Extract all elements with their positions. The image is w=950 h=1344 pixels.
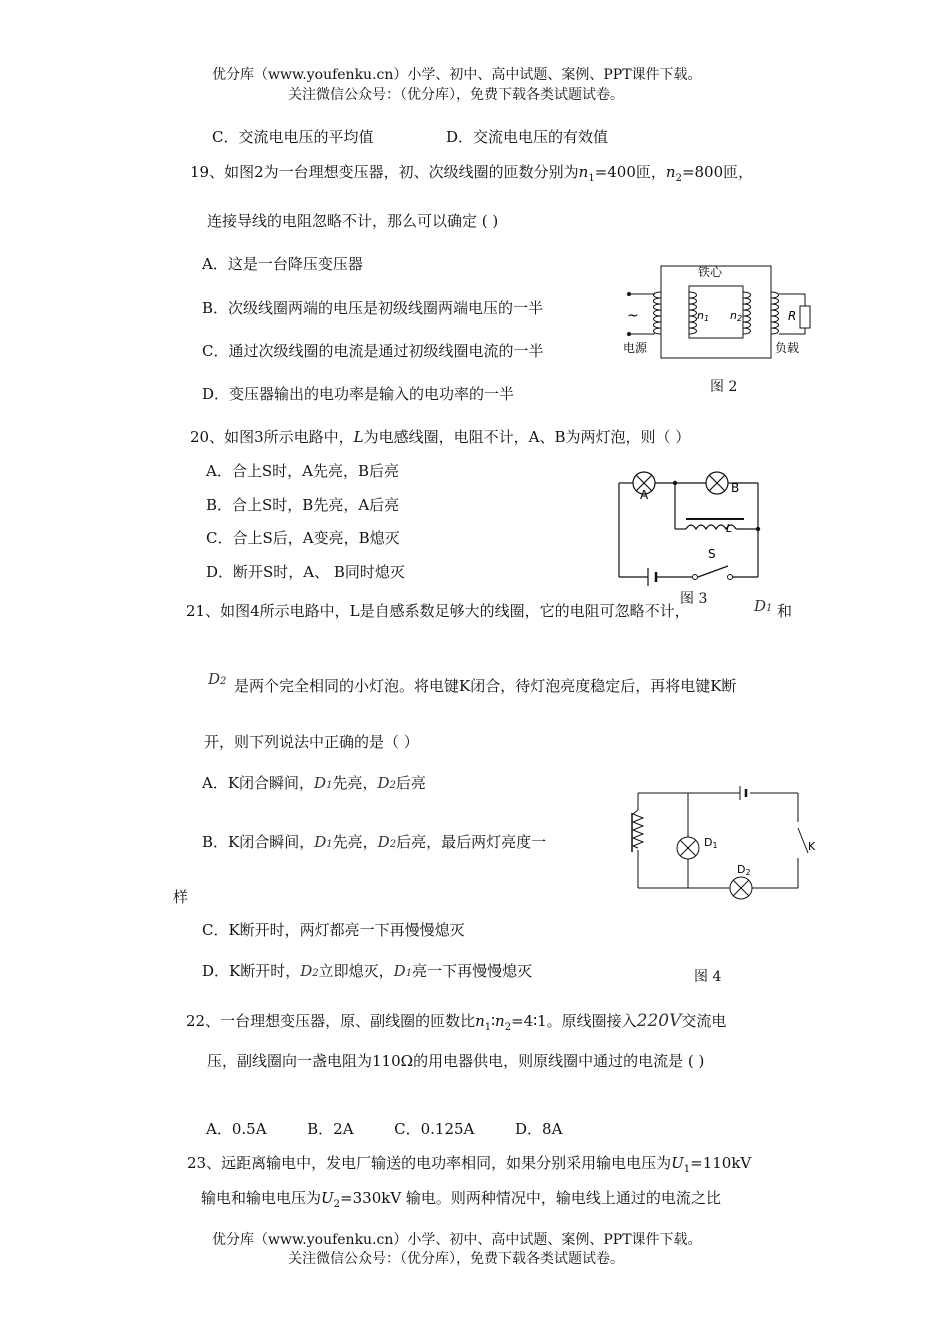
q19-option-d: D．变压器输出的电功率是输入的电功率的一半 — [202, 385, 515, 403]
source-label: 电源 — [623, 341, 648, 355]
switch-blade — [698, 566, 728, 577]
load-resistor — [800, 306, 810, 328]
q20-option-b: B．合上S时，B先亮，A后亮 — [206, 496, 400, 514]
lamp-a-label: A — [640, 488, 649, 502]
q19-stem-line-1: 19、如图2为一台理想变压器，初、次级线圈的匝数分别为$n_1=400$匝，$n_2=800$匝， — [190, 163, 754, 184]
figure-3-caption: 图 3 — [680, 591, 708, 607]
q18-option-d: D．交流电电压的有效值 — [446, 128, 609, 146]
q21-and: 和 — [777, 602, 793, 620]
key-blade — [798, 828, 808, 853]
primary-coil-front — [689, 292, 697, 334]
q22-options: A．0.5A B．2A C．0.125A D．8A — [206, 1120, 563, 1138]
q22-stem-line-2: 压，副线圈向一盏电阻为110Ω的用电器供电，则原线圈中通过的电流是 ( ) — [207, 1052, 705, 1070]
ac-symbol: ~ — [627, 308, 639, 324]
inductor-circuit-figure — [610, 462, 775, 587]
n2-label: n2 — [730, 309, 743, 323]
q23-stem-line-1: 23、远距离输电中，发电厂输送的电功率相同，如果分别采用输电电压为$U_1=110kV$ — [187, 1154, 752, 1175]
figure-2-caption: 图 2 — [710, 379, 738, 395]
q21-option-d: D．K断开时，D2立即熄灭，D1亮一下再慢慢熄灭 — [202, 962, 533, 980]
switch-label: S — [708, 547, 716, 561]
d2-label: D2 — [737, 863, 751, 877]
q20-stem: 20、如图3所示电路中，L为电感线圈，电阻不计，A、B为两灯泡，则（ ） — [190, 428, 691, 446]
q20-option-a: A．合上S时，A先亮，B后亮 — [206, 462, 399, 480]
q19-option-a: A．这是一台降压变压器 — [202, 255, 363, 273]
q19-option-c: C．通过次级线圈的电流是通过初级线圈电流的一半 — [202, 342, 544, 360]
self-inductance-circuit-figure — [622, 780, 822, 910]
n1-label: n1 — [697, 309, 710, 323]
secondary-coil-front — [743, 292, 751, 334]
q19-option-b: B．次级线圈两端的电压是初级线圈两端电压的一半 — [202, 299, 544, 317]
iron-core-outer — [661, 266, 771, 358]
footer-line-1: 优分库（www.youfenku.cn）小学、初中、高中试题、案例、PPT课件下载。 — [212, 1232, 702, 1248]
q19-stem-line-2: 连接导线的电阻忽略不计，那么可以确定 ( ) — [207, 212, 499, 230]
lamp-b-label: B — [731, 481, 740, 495]
q23-stem-line-2: 输电和输电电压为$U_2=330kV$ 输电。则两种情况中，输电线上通过的电流之比 — [201, 1189, 721, 1210]
q21-option-c: C．K断开时，两灯都亮一下再慢慢熄灭 — [202, 921, 465, 939]
d1-label: D1 — [704, 836, 718, 850]
q20-option-d: D．断开S时，A、 B同时熄灭 — [206, 563, 405, 581]
footer-line-2: 关注微信公众号：（优分库），免费下载各类试题试卷。 — [288, 1251, 624, 1267]
transformer-figure — [615, 260, 820, 365]
q22-stem-line-1: 22、一台理想变压器，原、副线圈的匝数比$n_1∶n_2=4∶1$。原线圈接入220V交流电 — [186, 1011, 727, 1033]
secondary-coil-back — [771, 292, 779, 334]
q18-option-c: C．交流电电压的平均值 — [212, 128, 374, 146]
q20-option-c: C．合上S后，A变亮，B熄灭 — [206, 529, 400, 547]
header-line-2: 关注微信公众号：（优分库），免费下载各类试题试卷。 — [288, 87, 624, 103]
resistor-label: R — [788, 309, 797, 323]
q21-option-a: A．K闭合瞬间，D1先亮，D2后亮 — [202, 774, 426, 792]
load-label: 负载 — [775, 341, 800, 355]
q21-stem-line-1: 21、如图4所示电路中，L是自感系数足够大的线圈，它的电阻可忽略不计， — [186, 602, 690, 620]
primary-coil-back — [654, 292, 662, 334]
q21-d2-symbol: D2 — [208, 670, 227, 688]
key-label: K — [808, 840, 816, 853]
core-label: 铁心 — [697, 265, 723, 279]
q21-option-b-wrap: 样 — [173, 888, 189, 906]
q21-stem-line-3: 开，则下列说法中正确的是（ ） — [204, 733, 419, 751]
q21-option-b: B．K闭合瞬间，D1先亮，D2后亮，最后两灯亮度一 — [202, 833, 547, 851]
header-line-1: 优分库（www.youfenku.cn）小学、初中、高中试题、案例、PPT课件下载。 — [212, 67, 702, 83]
inductor-label: L — [726, 522, 733, 535]
inductor-coil — [633, 810, 643, 848]
figure-4-caption: 图 4 — [694, 969, 722, 985]
q21-stem-line-2: 是两个完全相同的小灯泡。将电键K闭合，待灯泡亮度稳定后，再将电键K断 — [234, 677, 737, 695]
q21-d1-symbol: D1 — [754, 597, 773, 615]
